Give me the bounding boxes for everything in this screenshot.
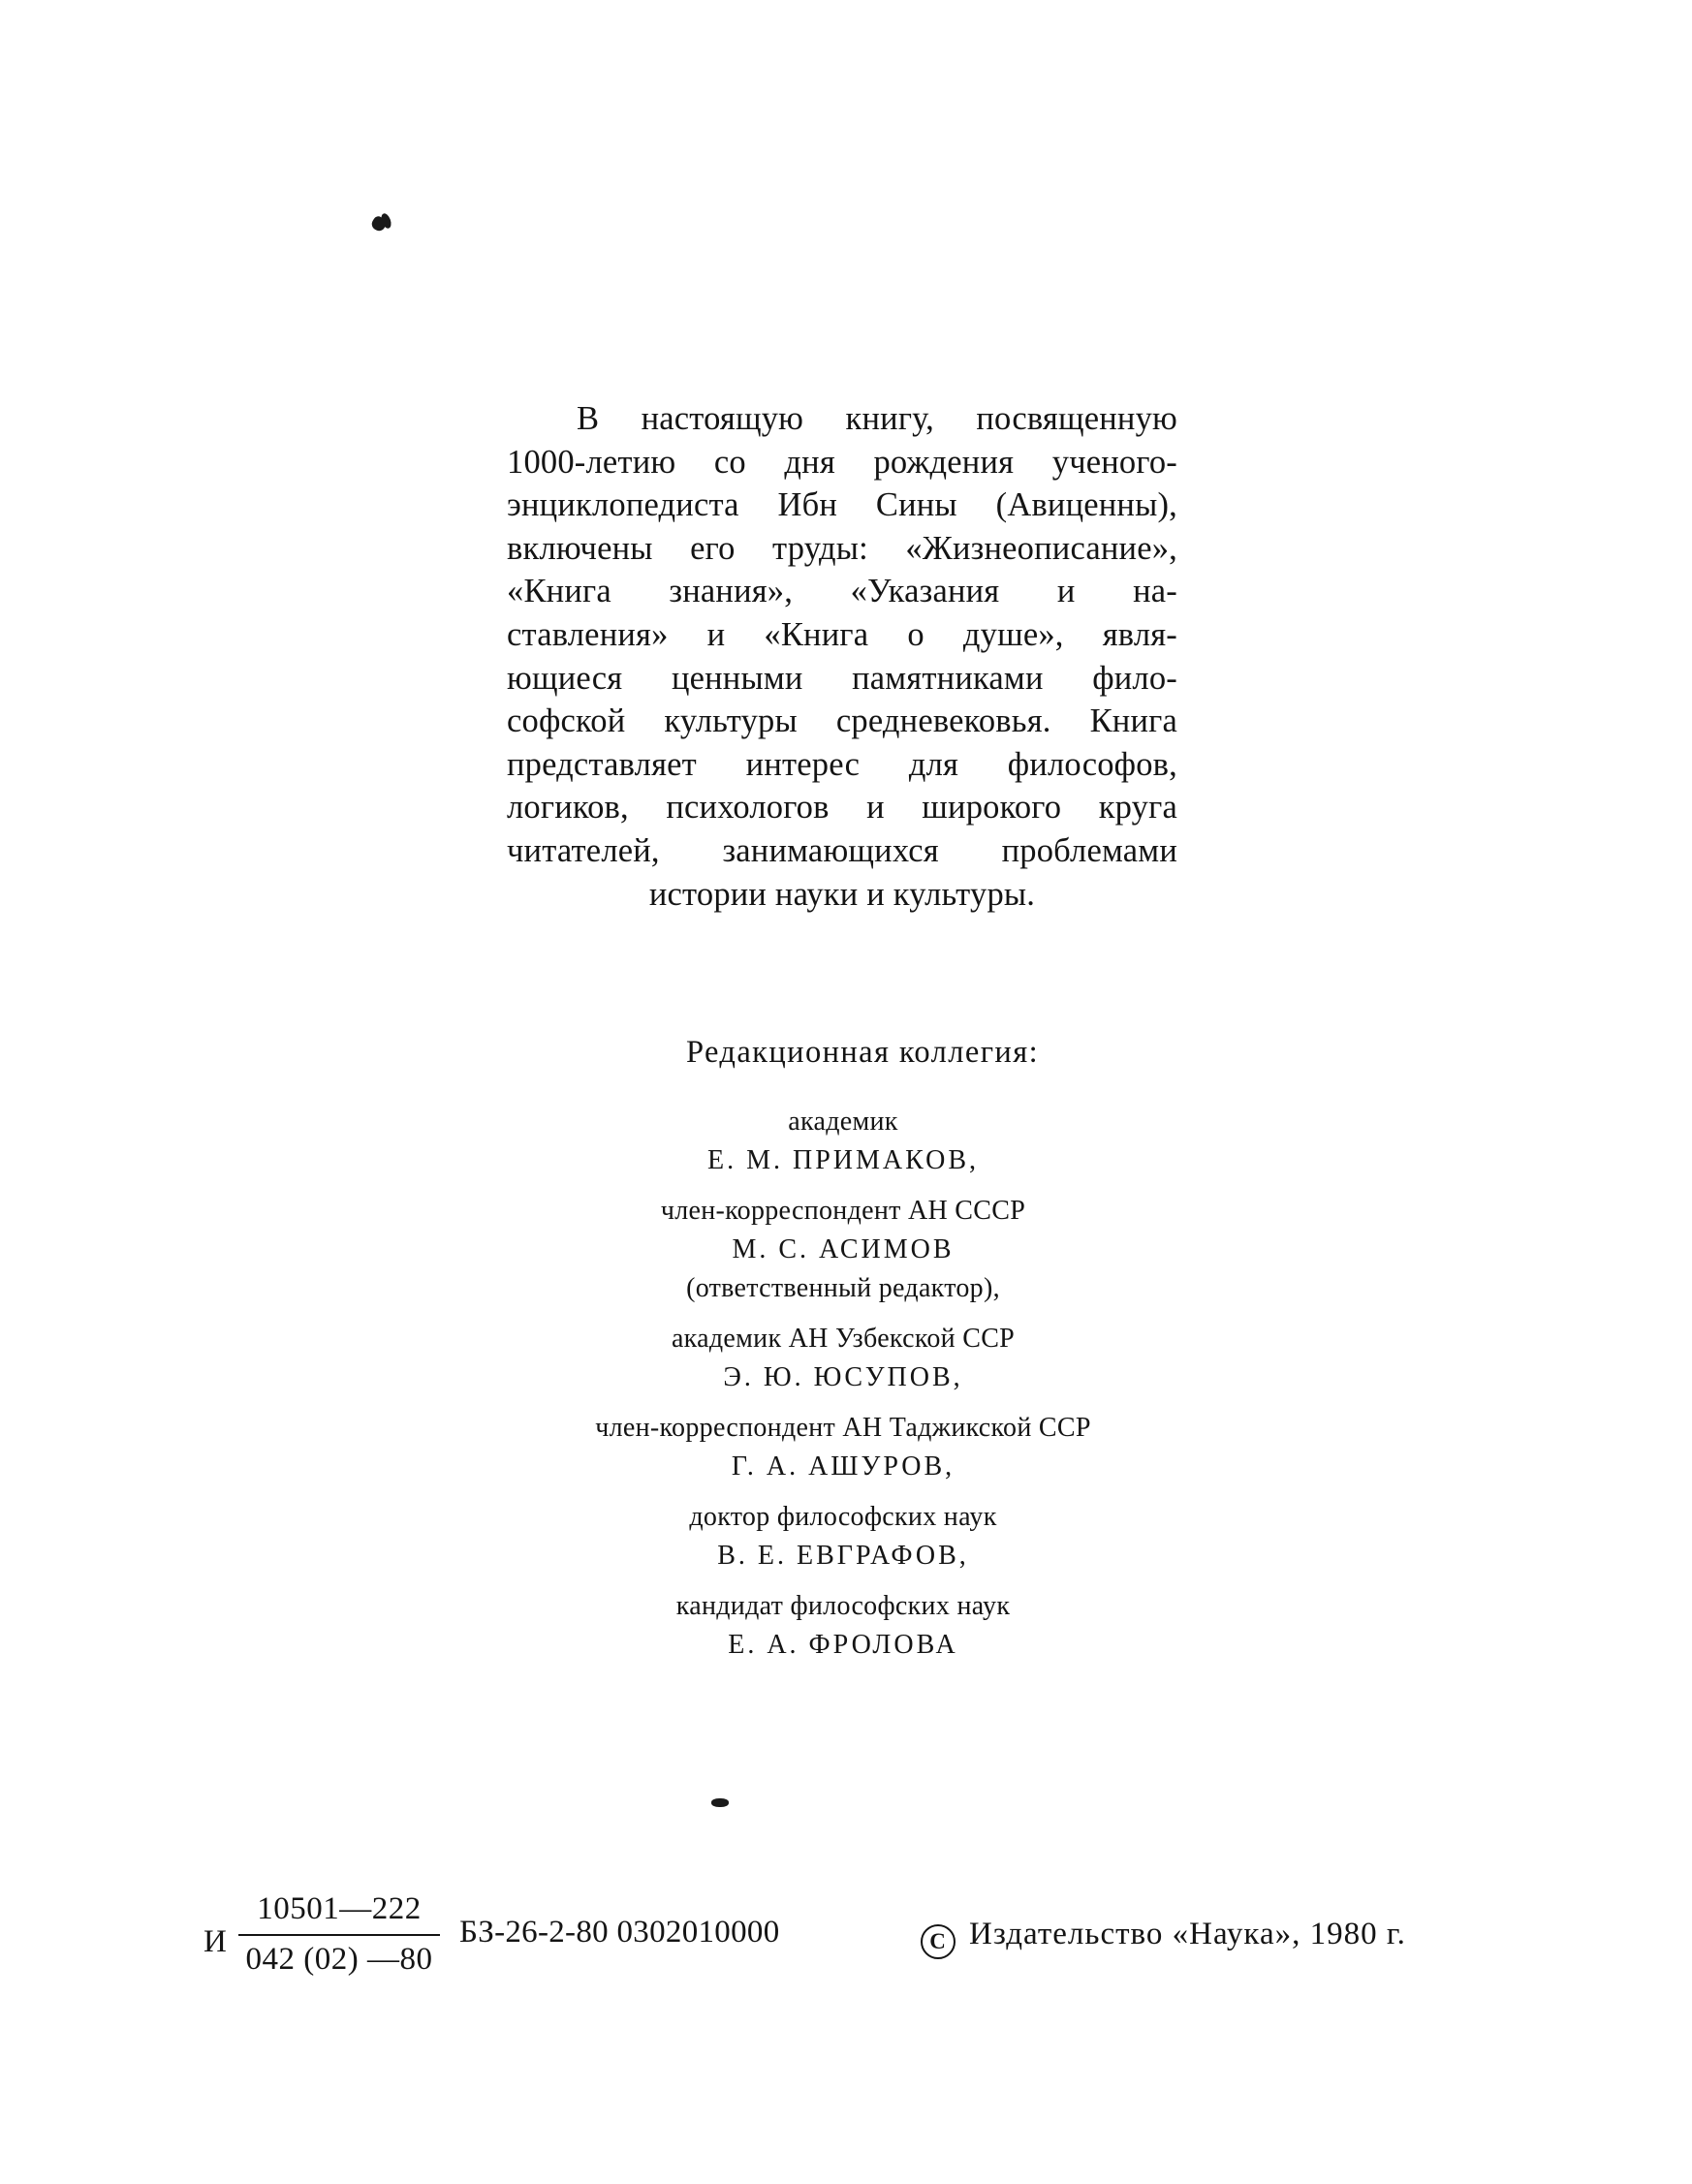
annotation-line: включены его труды: «Жизнеописание», (507, 529, 1177, 567)
catalog-code: БЗ-26-2-80 0302010000 (459, 1915, 780, 1950)
member-name: Е. М. ПРИМАКОВ, (706, 1145, 979, 1175)
member-name: В. Е. ЕВГРАФОВ, (717, 1541, 969, 1571)
annotation-line: 1000-летию со дня рождения ученого- (507, 443, 1177, 481)
member-role: академик АН Узбекской ССР (671, 1324, 1016, 1354)
member-role: кандидат философских наук (675, 1591, 1011, 1621)
editorial-board-list (504, 1103, 1182, 1676)
annotation-line: ставления» и «Книга о душе», явля- (507, 615, 1177, 653)
member-name: Е. А. ФРОЛОВА (728, 1630, 958, 1660)
ink-speck (711, 1798, 729, 1807)
board-member (504, 1192, 1182, 1308)
board-member (504, 1320, 1182, 1397)
annotation-line: читателей, занимающихся проблемами (507, 831, 1177, 869)
member-role: доктор философских наук (689, 1502, 997, 1532)
member-role: член-корреспондент АН СССР (660, 1196, 1026, 1226)
imprint-footer (200, 1888, 1498, 2004)
annotation-line: софской культуры средневековья. Книга (507, 702, 1177, 740)
annotation-line: энциклопедиста Ибн Сины (Авиценны), (507, 486, 1177, 524)
member-note: (ответственный редактор), (686, 1273, 1000, 1303)
board-member (504, 1587, 1182, 1665)
member-name: Г. А. АШУРОВ, (731, 1451, 956, 1482)
member-name: М. С. АСИМОВ (732, 1234, 955, 1264)
annotation-line: «Книга знания», «Указания и на- (507, 573, 1177, 610)
annotation-line: логиков, психологов и широкого круга (507, 789, 1177, 827)
fraction-bar (238, 1934, 440, 1936)
member-role: член-корреспондент АН Таджикской ССР (595, 1413, 1091, 1443)
book-annotation (507, 397, 1177, 916)
board-member (504, 1103, 1182, 1180)
annotation-line: В настоящую книгу, посвященную (577, 400, 1177, 437)
fraction-denominator: 042 (02) —80 (245, 1942, 433, 1977)
editorial-board-title: Редакционная коллегия: (685, 1035, 1040, 1070)
copyright-icon: C (921, 1924, 956, 1959)
member-role: академик (788, 1107, 898, 1137)
fraction-numerator: 10501—222 (257, 1891, 422, 1926)
annotation-line: ющиеся ценными памятниками фило- (507, 659, 1177, 697)
index-letter: И (204, 1924, 227, 1959)
member-name: Э. Ю. ЮСУПОВ, (723, 1362, 963, 1392)
catalog-fraction (238, 1888, 440, 1981)
annotation-line: представляет интерес для философов, (507, 745, 1177, 783)
board-member (504, 1498, 1182, 1576)
board-member (504, 1409, 1182, 1486)
copyright-line (921, 1917, 1406, 1959)
annotation-line: истории науки и культуры. (648, 875, 1036, 913)
copyright-text: Издательство «Наука», 1980 г. (969, 1917, 1406, 1951)
